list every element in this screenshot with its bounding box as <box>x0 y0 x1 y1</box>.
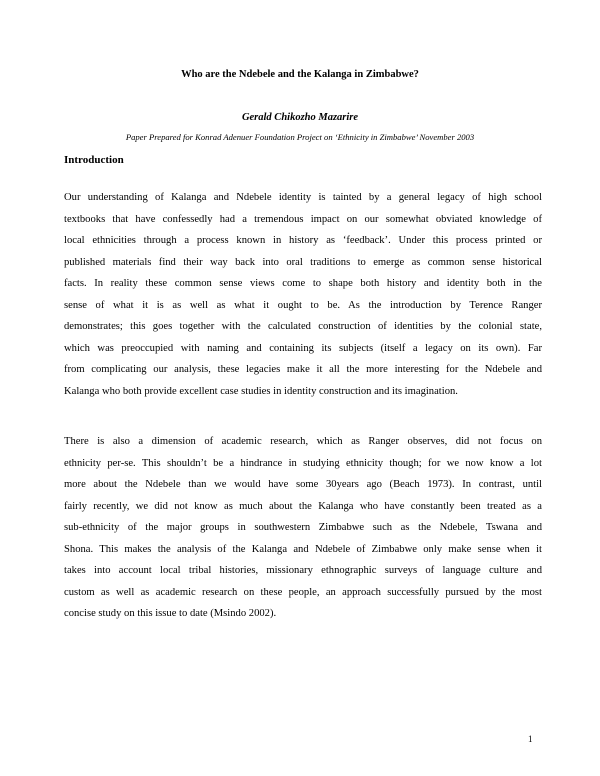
paragraph-line: more about the Ndebele than we would have some 30years ago (Beach 1973). In contrast, until <box>64 479 542 490</box>
page-number: 1 <box>528 734 533 744</box>
paragraph-line: concise study on this issue to date (Msindo 2002). <box>64 608 277 619</box>
paragraph-line: demonstrates; this goes together with the calculated construction of identities by the colonial state, <box>64 321 542 332</box>
paragraph-line: custom as well as academic research on these people, an approach successfully pursued by the most <box>64 586 542 598</box>
paragraph-line: ethnicity per-se. This shouldn’t be a hindrance in studying ethnicity though; for we now know a lot <box>64 457 542 469</box>
paragraph-line: Our understanding of Kalanga and Ndebele identity is tainted by a general legacy of high school <box>64 192 542 203</box>
paragraph-line: textbooks that have confessedly had a tremendous impact on our somewhat obviated knowledge of <box>64 213 542 225</box>
paragraph-line: from complicating our analysis, these legacies make it all the more interesting for the Ndebele and <box>64 364 542 375</box>
paragraph-line: Shona. This makes the analysis of the Kalanga and Ndebele of Zimbabwe only make sense when it <box>64 543 542 555</box>
paragraph-1 <box>64 187 542 402</box>
paragraph-line: published materials find their way back into oral traditions to emerge as common sense historical <box>64 256 542 268</box>
paragraph-line: sub-ethnicity of the major groups in southwestern Zimbabwe such as the Ndebele, Tswana and <box>64 522 542 533</box>
paragraph-2 <box>64 431 542 625</box>
paper-title: Who are the Ndebele and the Kalanga in Zimbabwe? <box>181 69 419 80</box>
paragraph-line: facts. In reality these common sense views come to shape both history and identity both in the <box>64 278 542 289</box>
section-heading: Introduction <box>64 154 124 166</box>
paragraph-line: Kalanga who both provide excellent case studies in identity construction and its imagination. <box>64 385 458 397</box>
paragraph-line: local ethnicities through a process known in history as ‘feedback’. Under this process printed or <box>64 235 542 246</box>
paragraph-line: which was preoccupied with naming and containing its subjects (itself a legacy on its own). Far <box>64 342 542 354</box>
paper-subtitle: Paper Prepared for Konrad Adenuer Foundation Project on ‘Ethnicity in Zimbabwe’ November 2003 <box>125 132 475 142</box>
paragraph-line: fairly recently, we did not know as much about the Kalanga who have constantly been treated as a <box>64 500 542 512</box>
paragraph-line: There is also a dimension of academic research, which as Ranger observes, did not focus on <box>64 436 542 447</box>
paper-author: Gerald Chikozho Mazarire <box>241 112 359 123</box>
paragraph-line: takes into account local tribal histories, missionary ethnographic surveys of language culture and <box>64 565 542 576</box>
paragraph-line: sense of what it is as well as what it ought to be. As the introduction by Terence Ranger <box>64 299 542 311</box>
